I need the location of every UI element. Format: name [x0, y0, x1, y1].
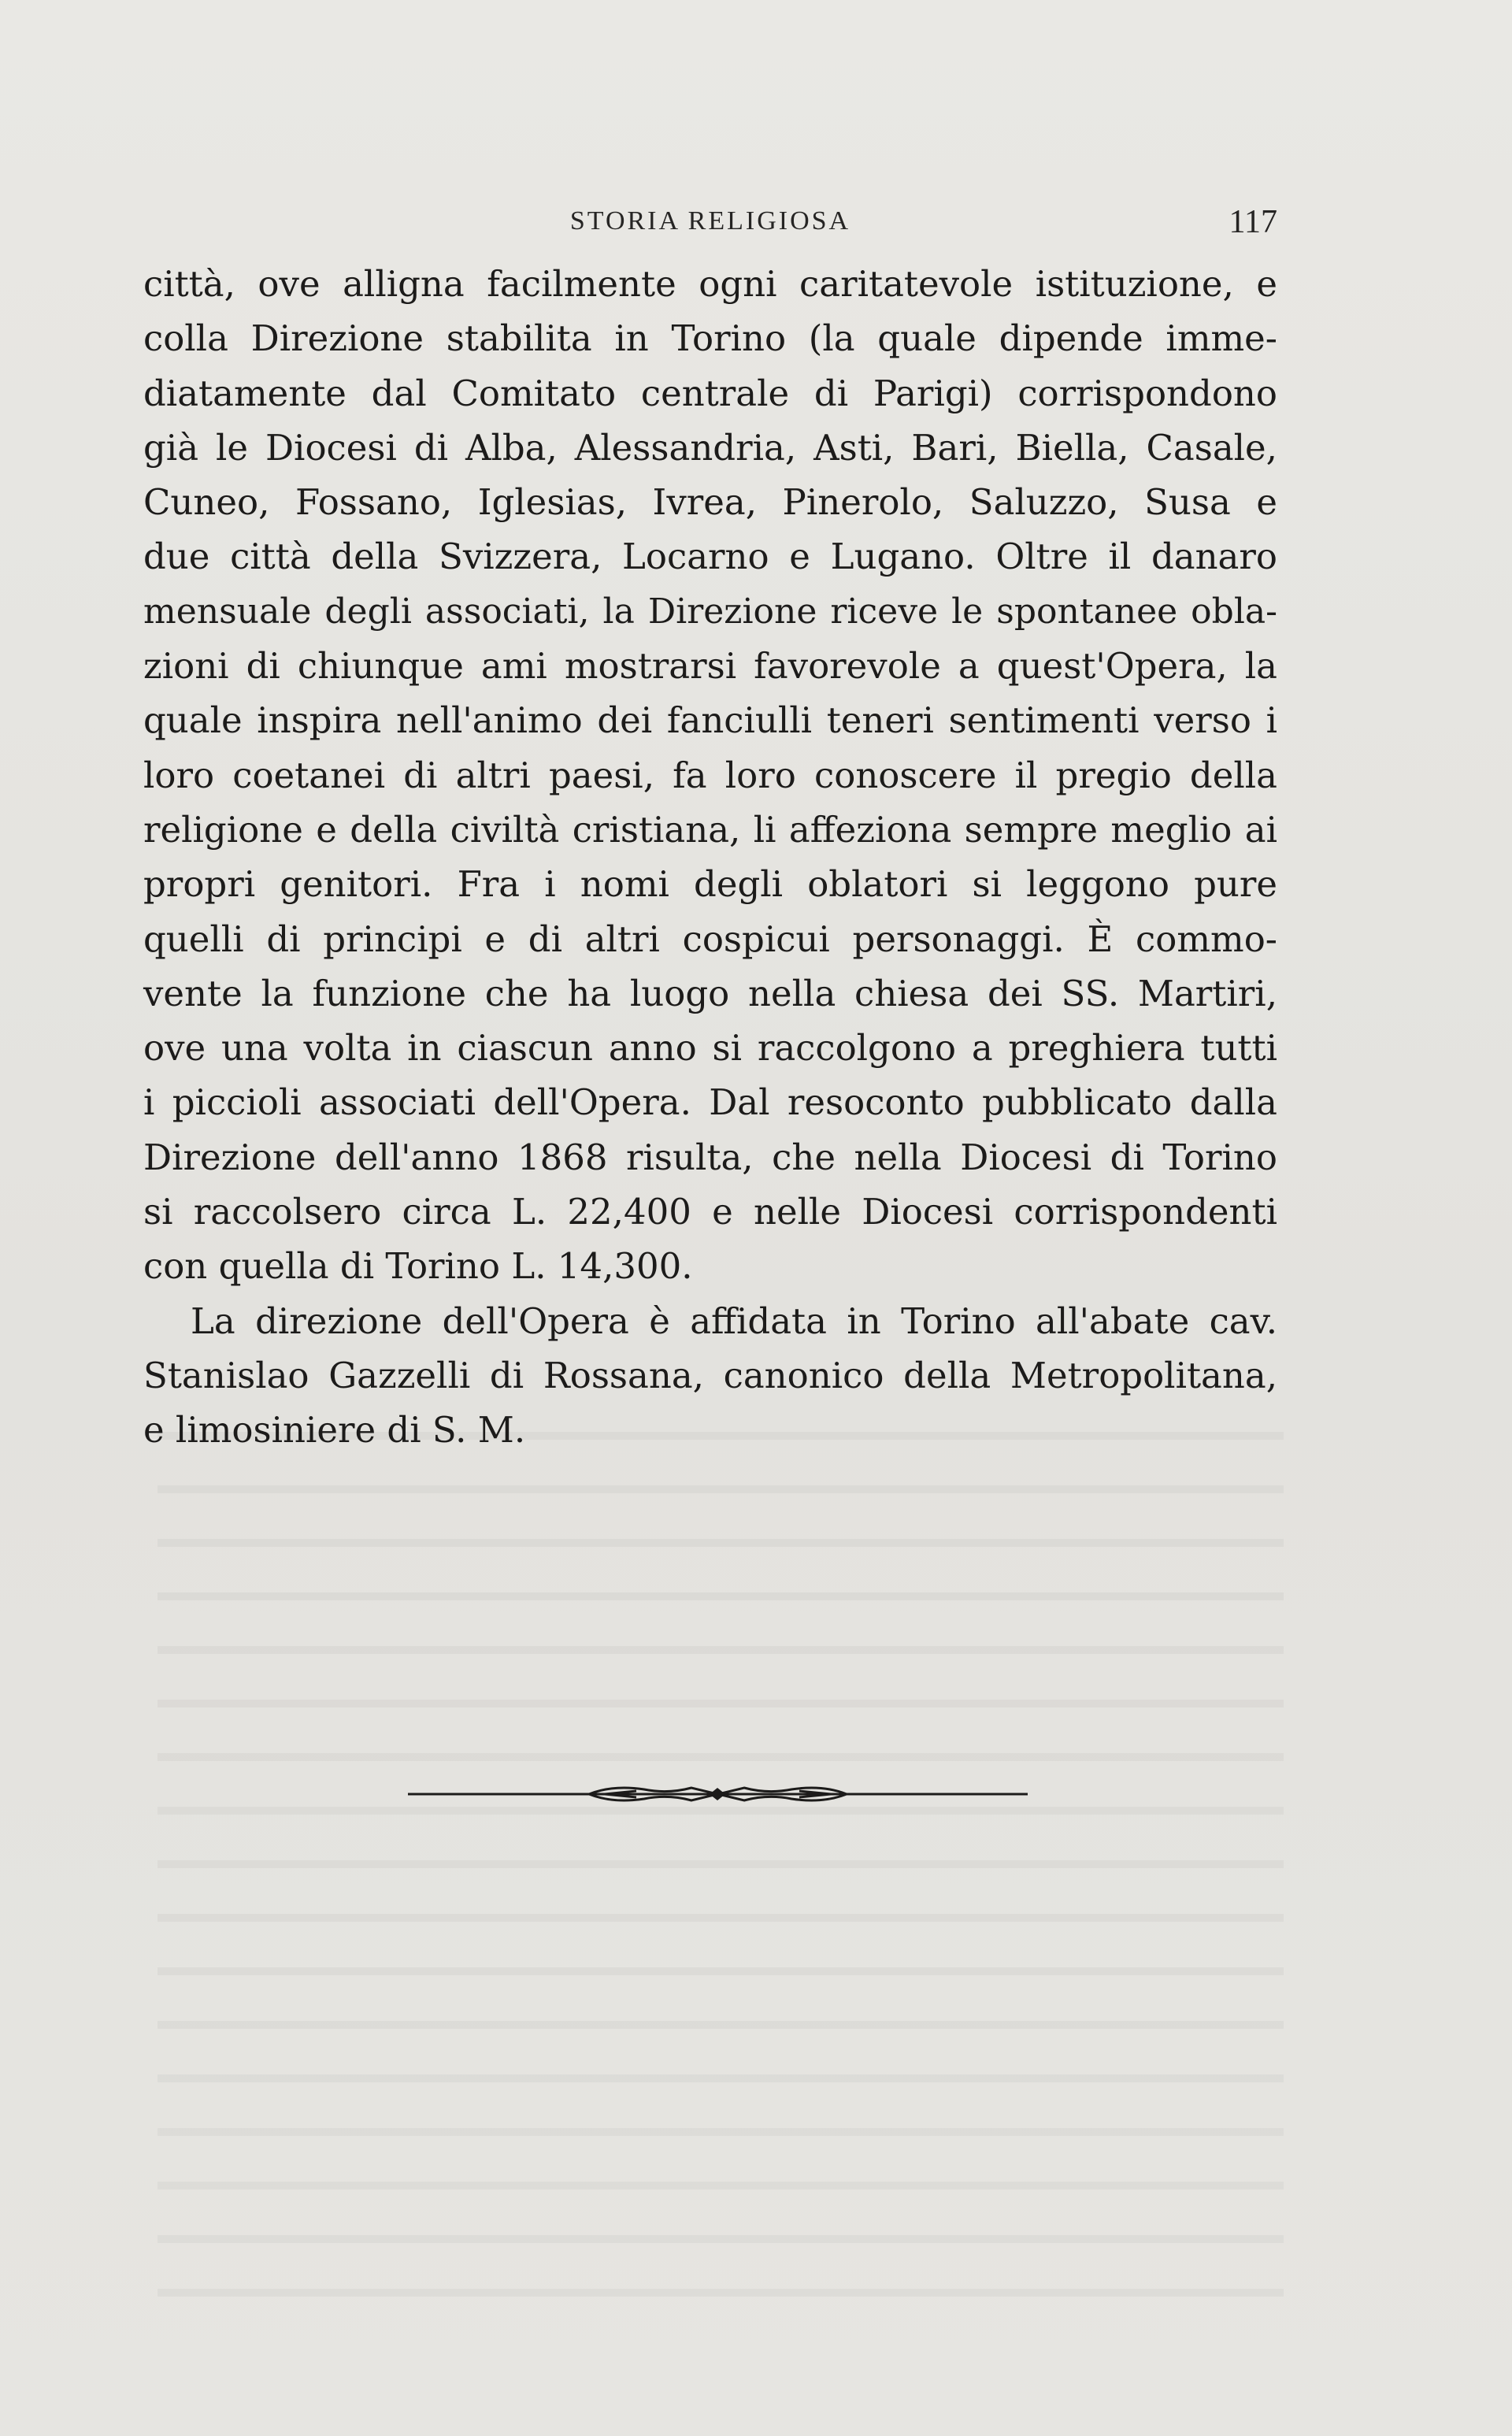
text-line: quale inspira nell'animo dei fanciulli teneri sentimenti verso i: [143, 699, 1277, 742]
text-line: Direzione dell'anno 1868 risulta, che nella Diocesi di Torino: [143, 1136, 1277, 1178]
text-line: Stanislao Gazzelli di Rossana, canonico della Metropolitana,: [143, 1354, 1277, 1396]
text-line: e limosiniere di S. M.: [143, 1409, 526, 1452]
ornamental-rule: [408, 1778, 1028, 1810]
text-line: due città della Svizzera, Locarno e Lugano. Oltre il danaro: [143, 536, 1277, 578]
running-title: STORIA RELIGIOSA: [569, 206, 851, 235]
text-line: vente la funzione che ha luogo nella chiesa dei SS. Martiri,: [143, 972, 1277, 1014]
text-line: mensuale degli associati, la Direzione riceve le spontanee obla-: [143, 591, 1277, 632]
text-line: si raccolsero circa L. 22,400 e nelle Diocesi corrispondenti: [143, 1191, 1277, 1233]
text-line: loro coetanei di altri paesi, fa loro conoscere il pregio della: [143, 754, 1277, 796]
text-line: La direzione dell'Opera è affidata in Torino all'abate cav.: [191, 1300, 1277, 1342]
text-line: diatamente dal Comitato centrale di Parigi) corrispondono: [143, 372, 1277, 414]
text-line: quelli di principi e di altri cospicui personaggi. È commo-: [143, 918, 1277, 960]
text-line: religione e della civiltà cristiana, li affeziona sempre meglio ai: [143, 808, 1277, 851]
text-line: zioni di chiunque ami mostrarsi favorevole a quest'Opera, la: [143, 645, 1277, 688]
text-line: i piccioli associati dell'Opera. Dal resoconto pubblicato dalla: [143, 1081, 1277, 1124]
text-line: propri genitori. Fra i nomi degli oblatori si leggono pure: [143, 863, 1277, 906]
text-line: città, ove alligna facilmente ogni caritatevole istituzione, e: [143, 263, 1277, 305]
text-line: ove una volta in ciascun anno si raccolgono a preghiera tutti: [143, 1027, 1277, 1070]
text-line: Cuneo, Fossano, Iglesias, Ivrea, Pinerolo, Saluzzo, Susa e: [143, 481, 1277, 524]
body-text: [143, 257, 1277, 1458]
text-line: già le Diocesi di Alba, Alessandria, Asti, Bari, Biella, Casale,: [143, 426, 1277, 469]
rule-diamond: [710, 1788, 725, 1800]
show-through-text: [158, 1402, 1284, 2308]
running-head: [143, 206, 1277, 246]
text-line: colla Direzione stabilita in Torino (la quale dipende imme-: [143, 317, 1277, 360]
page-number: 117: [1228, 204, 1277, 240]
text-line: con quella di Torino L. 14,300.: [143, 1245, 693, 1288]
